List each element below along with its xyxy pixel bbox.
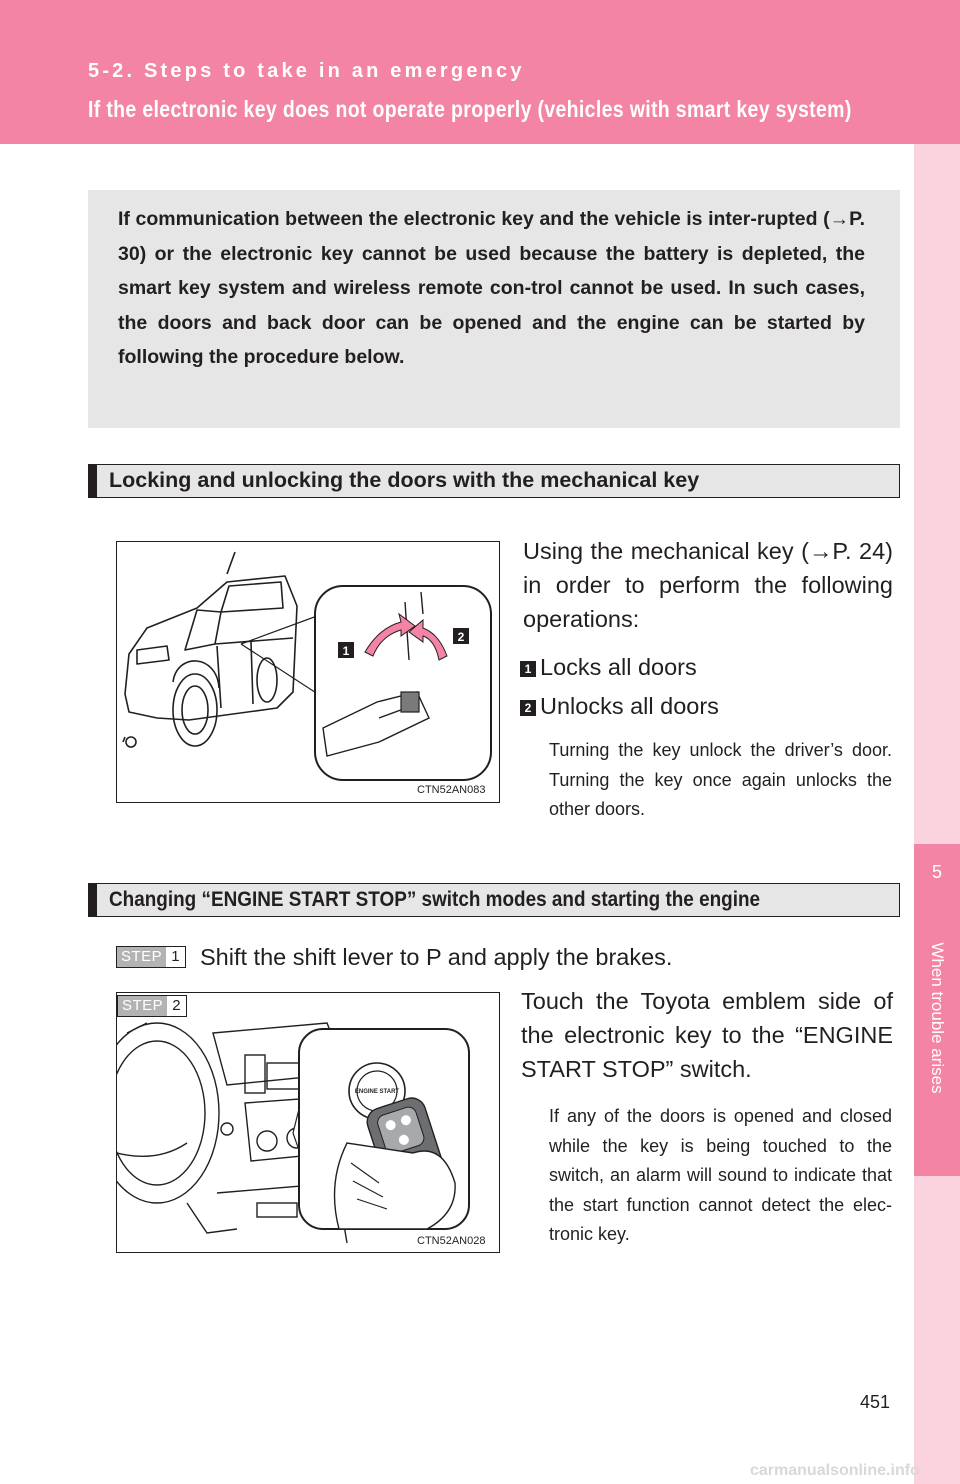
watermark: carmanualsonline.info — [750, 1462, 920, 1479]
step-2-tag — [117, 995, 187, 1017]
dashboard-illustration — [117, 993, 499, 1252]
chapter-title: When trouble arises — [928, 942, 947, 1094]
step-number: 2 — [172, 997, 181, 1014]
chapter-number: 5 — [931, 862, 942, 882]
section1-body: Using the mechanical key (→P. 24) in order to perform the following operations: — [523, 538, 893, 632]
item-label: Locks all doors — [540, 654, 697, 680]
engine-start-label: ENGINE START — [354, 1089, 400, 1095]
intro-box — [88, 190, 900, 428]
list-item — [520, 650, 890, 684]
figure-door-lock — [116, 541, 500, 803]
step-2-text: Touch the Toyota emblem side of the electronic key to the “ENGINE START STOP” switch. — [521, 988, 893, 1082]
car-door-illustration — [117, 542, 499, 802]
item-label: Unlocks all doors — [540, 693, 719, 719]
figure-engine-start — [116, 992, 500, 1253]
section-heading-engine-text: Changing “ENGINE START STOP” switch modes and starting the engine — [109, 887, 761, 911]
section-heading-doors-text: Locking and unlocking the doors with the mechanical key — [109, 468, 700, 492]
step-label: STEP — [117, 947, 166, 967]
step-2-note: If any of the doors is opened and closed while the key is being touched to the switch, an alarm will sound to indicate that the start function cannot detect the elec-tronic key. — [549, 1106, 892, 1244]
step-label: STEP — [118, 996, 167, 1016]
section1-note: Turning the key unlock the driver’s door. Turning the key once again unlocks the other doors. — [549, 740, 892, 819]
section-heading-engine — [88, 883, 900, 917]
figure-code: CTN52AN028 — [417, 1235, 486, 1247]
side-tab-top — [914, 144, 960, 844]
item-number: 2 — [520, 700, 536, 716]
callout-1: 1 — [342, 644, 350, 658]
page-number: 451 — [860, 1392, 891, 1412]
step-1-text: Shift the shift lever to P and apply the brakes. — [200, 944, 673, 970]
step-number: 1 — [171, 948, 180, 965]
page-title: If the electronic key does not operate properly (vehicles with smart key system) — [88, 96, 852, 122]
side-tab-bottom — [914, 1176, 960, 1484]
step-1-tag — [116, 946, 186, 968]
item-number: 1 — [520, 661, 536, 677]
intro-text: If communication between the electronic key and the vehicle is inter-rupted (→P. 30) or the electronic key cannot be used because the battery is depleted, the smart key system and wireless remote con-trol cannot be used. In such cases, the doors and back door can be opened and the engine can be started by following the procedure below. — [118, 208, 865, 368]
section-heading-doors — [88, 464, 900, 498]
section-label: 5-2. Steps to take in an emergency — [88, 60, 525, 82]
figure-code: CTN52AN083 — [417, 784, 486, 796]
list-item — [520, 689, 890, 723]
callout-2: 2 — [457, 630, 465, 644]
